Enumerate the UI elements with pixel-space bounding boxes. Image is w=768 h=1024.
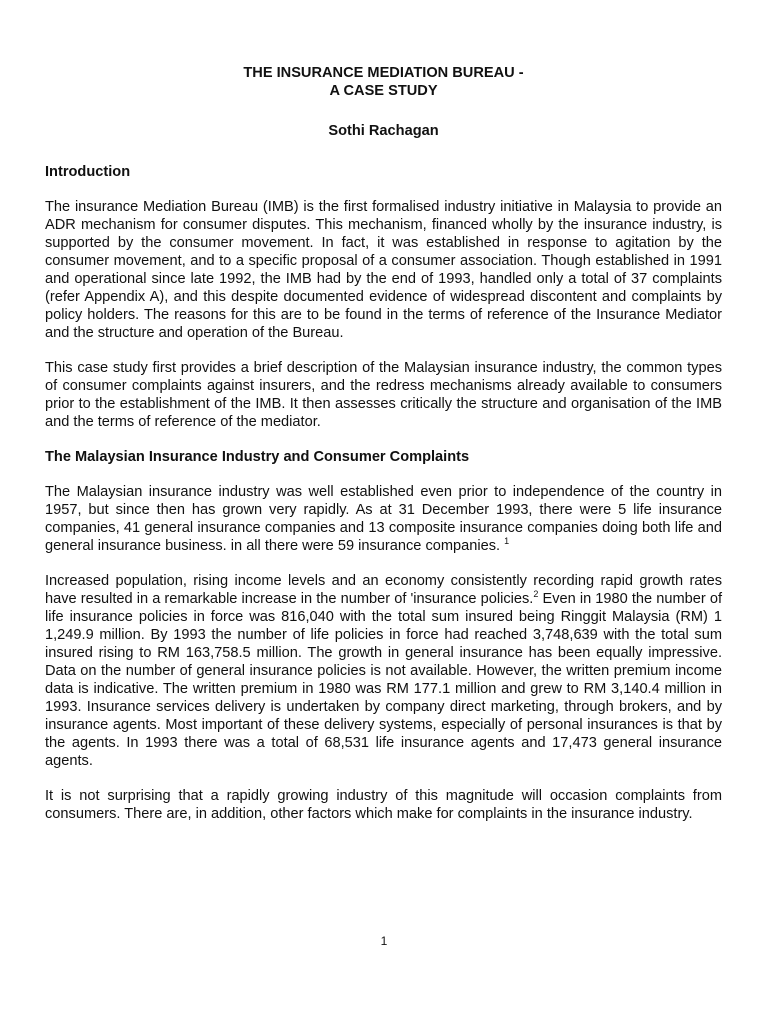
document-title-line1: THE INSURANCE MEDIATION BUREAU -: [243, 65, 524, 81]
industry-paragraph-1-text: The Malaysian insurance industry was well established even prior to independence of the country in 1957, but since then has grown very rapidly. As at 31 December 1993, there were 5 life insurance companies, 41 general insurance companies and 13 composite insurance companies doing both life and general insurance business. in all there were 59 insurance companies.: [45, 484, 722, 554]
industry-paragraph-1: [45, 483, 722, 555]
industry-paragraph-3: It is not surprising that a rapidly growing industry of this magnitude will occasion complaints from consumers. There are, in addition, other factors which make for complaints in the insurance industry.: [45, 788, 722, 822]
footnote-marker-2: 2: [533, 589, 539, 599]
industry-paragraph-2-text-b: Even in 1980 the number of life insurance policies in force was 816,040 with the total sum insured being Ringgit Malaysia (RM) 1 1,249.9 million. By 1993 the number of life policies in force had reached 3,748,639 with the total sum insured rising to RM 163,758.5 million. The growth in general insurance has been equally impressive. Data on the number of general insurance policies is not available. However, the written premium income data is indicative. The written premium in 1980 was RM 177.1 million and grew to RM 3,140.4 million in 1993. Insurance services delivery is undertaken by company direct marketing, through brokers, and by insurance agents. Most important of these delivery systems, especially of personal insurances is that by the agents. In 1993 there was a total of 68,531 life insurance agents and 17,473 general insurance agents.: [45, 591, 723, 769]
intro-paragraph-2: This case study first provides a brief description of the Malaysian insurance industry, the common types of consumer complaints against insurers, and the redress mechanisms already available to consumers prior to the establishment of the IMB. It then assesses critically the structure and organisation of the IMB and the terms of reference of the mediator.: [45, 360, 722, 430]
intro-paragraph-1: The insurance Mediation Bureau (IMB) is the first formalised industry initiative in Malaysia to provide an ADR mechanism for consumer disputes. This mechanism, financed wholly by the insurance industry, is supported by the consumer movement. In fact, it was established in response to agitation by the consumer movement, and to a specific proposal of a consumer association. Though established in 1991 and operational since late 1992, the IMB had by the end of 1993, handled only a total of 37 complaints (refer Appendix A), and this despite documented evidence of widespread discontent and complaints by policy holders. The reasons for this are to be found in the terms of reference of the Insurance Mediator and the structure and operation of the Bureau.: [45, 199, 722, 341]
page-number: 1: [380, 934, 388, 948]
author-name: Sothi Rachagan: [328, 123, 439, 139]
document-title-line2: A CASE STUDY: [329, 83, 438, 99]
document-page: [45, 64, 722, 823]
section-heading-industry: The Malaysian Insurance Industry and Consumer Complaints: [45, 449, 470, 465]
footnote-marker-1: 1: [504, 536, 510, 546]
section-heading-introduction: Introduction: [45, 164, 131, 180]
industry-paragraph-2-text-a: Increased population, rising income levels and an economy consistently recording rapid growth rates have resulted in a remarkable increase in the number of 'insurance policies.: [45, 573, 722, 607]
industry-paragraph-2: [45, 572, 722, 770]
